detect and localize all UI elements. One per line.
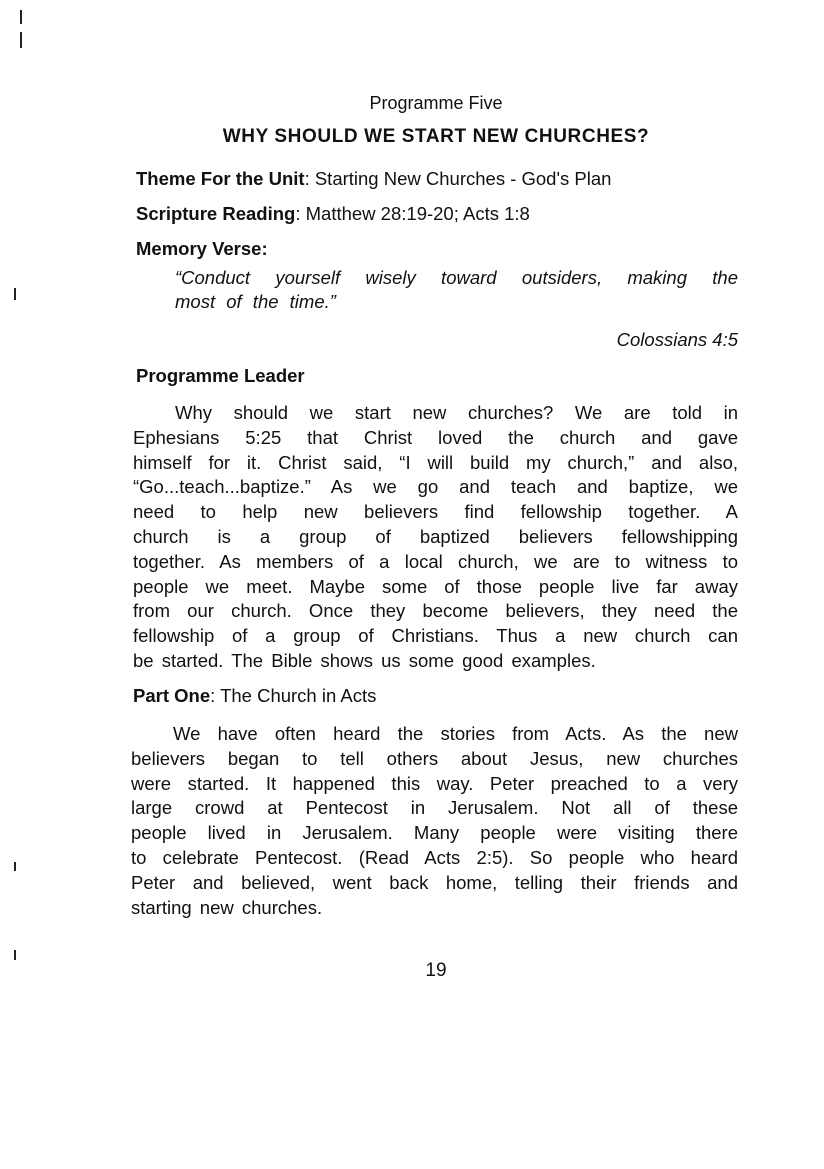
- memory-verse-reference: Colossians 4:5: [616, 329, 738, 350]
- memory-verse-line: most of the time.”: [175, 291, 336, 312]
- text-line: believers began to tell others about Jesus, new churches: [131, 747, 738, 769]
- text-line: people lived in Jerusalem. Many people were visiting there: [131, 822, 738, 844]
- scripture-line: Scripture Reading: Matthew 28:19-20; Acts 1:8: [136, 203, 530, 224]
- scan-mark: [20, 32, 22, 48]
- scripture-value: Matthew 28:19-20; Acts 1:8: [305, 203, 530, 224]
- scan-mark: [14, 862, 16, 871]
- text-line: from our church. Once they become believers, they need the: [133, 600, 738, 622]
- text-line: to celebrate Pentecost. (Read Acts 2:5). So people who heard: [131, 847, 738, 868]
- part-one-title: The Church in Acts: [220, 685, 377, 706]
- scan-mark: [14, 950, 16, 960]
- scan-mark: [14, 288, 16, 300]
- text-line: Peter and believed, went back home, telling their friends and: [131, 871, 738, 893]
- theme-line: Theme For the Unit: Starting New Churches - God's Plan: [136, 168, 612, 189]
- text-line: “Go...teach...baptize.” As we go and teach and baptize, we: [133, 476, 738, 498]
- text-line: need to help new believers find fellowship together. A: [133, 501, 738, 523]
- text-line: people we meet. Maybe some of those people live far away: [133, 575, 738, 597]
- programme-title: Programme Five: [369, 93, 503, 113]
- scripture-label: Scripture Reading: [136, 203, 296, 224]
- text-line: We have often heard the stories from Acts. As the new: [173, 723, 738, 744]
- part-one-line: Part One: The Church in Acts: [133, 685, 377, 706]
- text-line: be started. The Bible shows us some good examples.: [133, 650, 596, 671]
- text-line: himself for it. Christ said, “I will build my church,” and also,: [133, 451, 738, 473]
- memory-verse-label: Memory Verse:: [136, 238, 268, 259]
- text-line: starting new churches.: [131, 896, 323, 918]
- text-line: fellowship of a group of Christians. Thus a new church can: [133, 625, 738, 647]
- theme-label: Theme For the Unit: [136, 168, 305, 189]
- leader-heading: Programme Leader: [136, 365, 305, 386]
- page-heading: WHY SHOULD WE START NEW CHURCHES?: [222, 126, 650, 147]
- part-one-label: Part One: [133, 685, 211, 706]
- memory-verse-line: “Conduct yourself wisely toward outsiders, making the: [175, 267, 738, 288]
- text-line: church is a group of baptized believers fellowshipping: [133, 526, 738, 547]
- text-line: were started. It happened this way. Peter preached to a very: [131, 772, 738, 794]
- text-line: large crowd at Pentecost in Jerusalem. Not all of these: [131, 797, 738, 819]
- text-line: together. As members of a local church, we are to witness to: [133, 550, 738, 572]
- page-number: 19: [425, 960, 447, 981]
- theme-value: Starting New Churches - God's Plan: [314, 168, 612, 189]
- text-line: Ephesians 5:25 that Christ loved the church and gave: [133, 426, 738, 448]
- scan-mark: [20, 10, 22, 24]
- text-line: Why should we start new churches? We are told in: [175, 402, 738, 423]
